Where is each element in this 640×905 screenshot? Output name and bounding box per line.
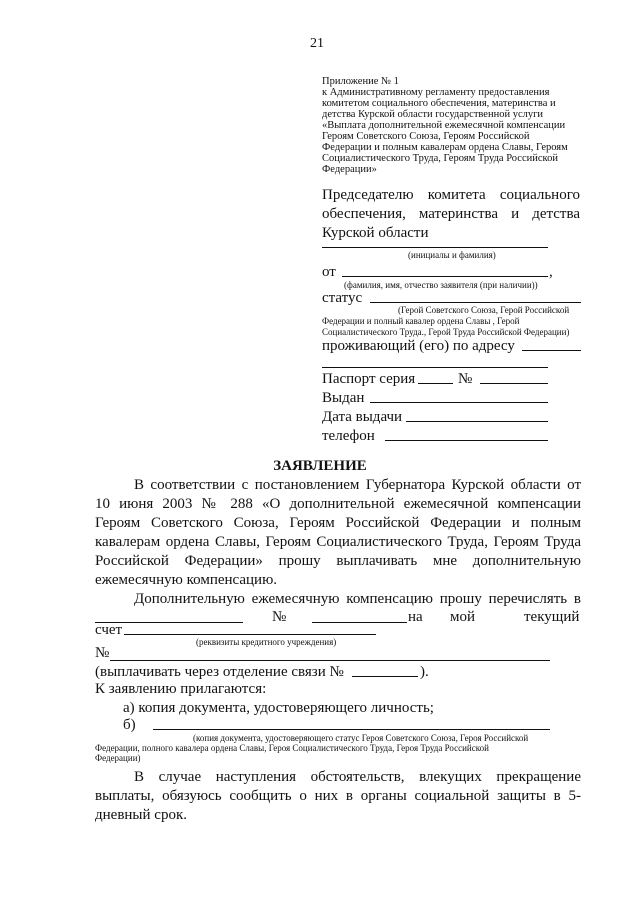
appendix-line: детства Курской области государственной услуги (322, 109, 544, 120)
attachment-b-label: б) (123, 717, 136, 733)
status-label: статус (322, 290, 363, 306)
attachment-a: а) копия документа, удостоверяющего личность; (123, 700, 434, 716)
from-comma: , (549, 264, 553, 280)
attachments-label: К заявлению прилагаются: (95, 681, 267, 697)
appendix-line: Социалистического Труда, Героям Труда Российской (322, 153, 558, 164)
status-caption-line: Федерации и полный кавалер ордена Славы , Герой (322, 316, 520, 326)
issue-date-field[interactable] (406, 421, 548, 422)
page-number: 21 (310, 36, 324, 51)
body-line: 10 июня 2003 № 288 «О дополнительной ежемесячной компенсации (95, 496, 581, 512)
from-caption: (фамилия, имя, отчество заявителя (при наличии)) (344, 280, 538, 290)
body-line: Российской Федерации» прошу выплачивать мне дополнительную (95, 553, 581, 569)
body-line: Героям Советского Союза, Героям Российской Федерации и полным (95, 515, 581, 531)
attachment-b-caption-line: Федерации) (95, 753, 141, 763)
appendix-line: Приложение № 1 (322, 76, 399, 87)
appendix-line: Федерации» (322, 164, 377, 175)
transfer-no-label: № (272, 609, 287, 625)
document-title: ЗАЯВЛЕНИЕ (273, 458, 367, 474)
body-line: В соответствии с постановлением Губернатора Курской области от (134, 477, 581, 493)
account-field[interactable] (124, 634, 376, 635)
appendix-line: комитетом социального обеспечения, материнства и (322, 98, 556, 109)
passport-label: Паспорт серия (322, 371, 416, 387)
transfer-my-label: мой (450, 609, 476, 625)
addressee-line: Председателю комитета социального (322, 187, 580, 203)
residing-label: проживающий (его) по адресу (322, 338, 515, 354)
body-line: ежемесячную компенсацию. (95, 572, 278, 588)
status-caption-line: (Герой Советского Союза, Герой Российской (398, 305, 570, 315)
appendix-line: к Административному регламенту предоставления (322, 87, 550, 98)
closing-line: В случае наступления обстоятельств, влекущих прекращение (134, 769, 581, 785)
post-office-text: (выплачивать через отделение связи № (95, 664, 344, 680)
initials-caption: (инициалы и фамилия) (408, 250, 496, 260)
passport-no-label: № (458, 371, 473, 387)
transfer-current-label: текущий (524, 609, 580, 625)
body-line: кавалерам ордена Славы, Героям Социалистического Труда, Героям Труда (95, 534, 581, 550)
from-label: от (322, 264, 336, 280)
attachment-b-field[interactable] (153, 729, 550, 730)
post-office-close: ). (420, 664, 429, 680)
transfer-na-label: на (408, 609, 423, 625)
closing-line: дневный срок. (95, 807, 187, 823)
initials-field[interactable] (322, 247, 548, 248)
address-field[interactable] (522, 350, 581, 351)
addressee-line: Курской области (322, 225, 429, 241)
issued-label: Выдан (322, 390, 365, 406)
attachment-b-caption-line: Федерации, полного кавалера ордена Славы, Героя Социалистического Труда, Героя Труда Российской (95, 743, 489, 753)
passport-number-field[interactable] (480, 383, 548, 384)
bank-caption: (реквизиты кредитного учреждения) (196, 637, 337, 647)
phone-field[interactable] (385, 440, 548, 441)
appendix-line: «Выплата дополнительной ежемесячной компенсации (322, 120, 566, 131)
no-field[interactable] (110, 660, 550, 661)
status-field[interactable] (370, 302, 581, 303)
from-field[interactable] (342, 276, 548, 277)
status-caption-line: Социалистического Труда., Герой Труда Российской Федерации) (322, 327, 570, 337)
passport-series-field[interactable] (418, 383, 453, 384)
phone-label: телефон (322, 428, 375, 444)
closing-line: выплаты, обязуюсь сообщить о них в органы социальной защиты в 5- (95, 788, 581, 804)
address-field-2[interactable] (322, 367, 548, 368)
post-office-field[interactable] (352, 676, 418, 677)
appendix-line: Федерации и полным кавалерам ордена Славы, Героям (322, 142, 568, 153)
no-label: № (95, 645, 110, 661)
issue-date-label: Дата выдачи (322, 409, 403, 425)
account-label: счет (95, 622, 123, 638)
transfer-line: Дополнительную ежемесячную компенсацию прошу перечислять в (134, 591, 581, 607)
transfer-number-field[interactable] (312, 622, 407, 623)
attachment-b-caption-line: (копия документа, удостоверяющего статус Героя Советского Союза, Героя Российской (193, 733, 529, 743)
addressee-line: обеспечения, материнства и детства (322, 206, 580, 222)
issued-field[interactable] (370, 402, 548, 403)
appendix-line: Героям Советского Союза, Героям Российской (322, 131, 530, 142)
